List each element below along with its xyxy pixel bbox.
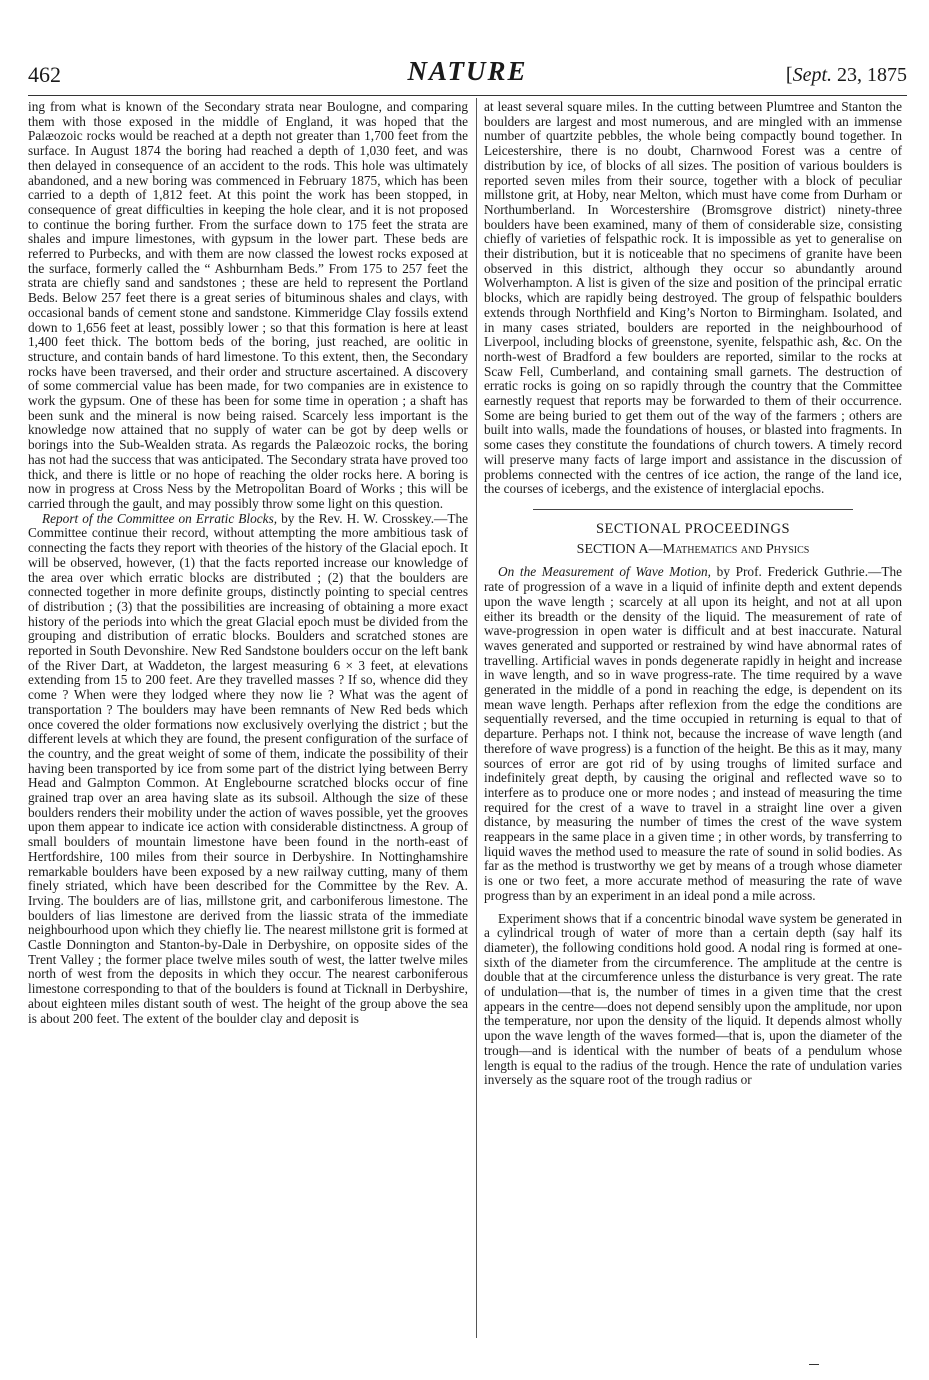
wave-motion-body: by Prof. Frederick Guthrie.—The rate of progression of a wave in a liquid of infinite depth and extent depends upon the wave length ; scarcely at all upon its height, and not at all upon either its breadth or the density of the liquid. The measurement of rate of wave-progression in open water is difficult and at best inaccurate. Natural waves generated and supported or restrained by wind have abnormal rates of travelling. Artificial waves in ponds degenerate rapidly in height and increase in wave length, and so in wave progress-rate. The time required by a wave generated in the middle of a pond in reaching the edge, is dependent on its mean wave length. Perhaps after reflexion from the edge the conditions are sequentially reversed, and the time occupied in returning is equal to that of departure. Perhaps not. I think not, because the increase of wave length (and therefore of wave progress) is a function of the height. Be this as it may, many sources of error are got rid of by using troughs of limited surface and indefinitely great depth, by causing the original and reflected wave so to interfere as to produce one or more nodes ; and instead of measuring the time required for the crest of a wave to travel in a straight line over a given distance, by measuring the number of times the crest of the wave system reappears in the same place in a given time ; in other words, by transferring to liquid waves the method used to measure the rate of sound in solid bodies. As far as the method is trustworthy we get by means of a trough whose diameter is one or two feet, a more accurate method of measuring the rate of wave progress than by an experiment in an ideal pond a mile across.: [484, 564, 902, 903]
date-rest: 23, 1875: [832, 64, 907, 86]
left-paragraph-2: [28, 512, 468, 1027]
section-rule: [533, 509, 853, 510]
left-column: [28, 100, 468, 1026]
section-a-label: SECTION A—: [576, 541, 663, 557]
page-header: [28, 56, 907, 96]
page-corner-mark: [809, 1364, 819, 1365]
journal-title: NATURE: [407, 56, 528, 86]
column-divider: [476, 98, 477, 1338]
right-paragraph-3: Experiment shows that if a concentric binodal wave system be generated in a cylindrical trough of water of more than a certain depth (say half its diameter), the following conditions hold good. A nodal ring is formed at one-sixth of the diameter from the circumference. The amplitude at the centre is double that at the circumference unless the disturbance is very great. The rate of undulation—that is, the number of times in a given time that the crest appears in the centre—does not depend sensibly upon the amplitude, nor upon the temperature, nor upon the density of the liquid. It depends almost wholly upon the wave length of the waves formed—that is, upon the diameter of the trough—and is identical with the number of beats of a pendulum whose length is equal to the radius of the trough. Hence the rate of undulation varies inversely as the square root of the trough radius or: [484, 910, 902, 1088]
page-number: 462: [28, 62, 61, 87]
section-heading: SECTIONAL PROCEEDINGS: [595, 520, 791, 537]
section-subheading: [484, 543, 902, 558]
issue-date: [786, 64, 907, 87]
erratic-blocks-report-title: Report of the Committee on Erratic Blocks,: [42, 510, 278, 526]
date-month: Sept.: [792, 64, 832, 86]
section-a-subject: Mathematics and Physics: [662, 541, 810, 557]
erratic-blocks-report-body: by the Rev. H. W. Crosskey.—The Committee continue their record, without attempting the more ambitious task of connecting the facts they report with theories of the history of the Glacial epoch. It will be observed, however, (1) that the facts reported increase our knowledge of the area over which erratic blocks are distributed ; (2) that the boulders are connected together in more definite groups, distinctly pointing to special centres of distribution ; (3) that the possibilities are increasing of obtaining a more exact history of the periods into which the great Glacial epoch must be divided from the grouping and distribution of erratic blocks. Boulders and scratched stones are reported in South Devonshire. New Red Sandstone boulders occur on the left bank of the River Dart, at Waddeton, the largest measuring 6 × 3 feet, at elevations extending from 15 to 200 feet. Are they travelled masses ? If so, whence did they come ? When were they lodged where they now lie ? What was the agent of transportation ? The boulders may have been remnants of New Red beds which once covered the older formations now exclusively overlying the district ; but the different levels at which they are found, the present configuration of the surface of the country, and the great weight of some of them, indicate the possibility of their having been transported by ice from some part of the district lying between Berry Head and Galmpton Common. At Englebourne scratched blocks occur of fine grained trap over an area having slate as its subsoil. Although the size of these boulders renders their mobility under the action of waves possible, yet the grooves upon them appear to indicate ice action with considerable distinctness. A group of small boulders of mountain limestone have been found in the north-east of Hertfordshire, 100 miles from their source in Derbyshire. In Nottinghamshire remarkable boulders have been exposed by a new railway cutting, many of them finely striated, which have been described for the Committee by the Rev. A. Irving. The boulders are of lias, millstone grit, and carboniferous limestone. The boulders of lias limestone are derived from the liassic strata of the immediate neighbourhood upon which they chiefly lie. The nearest millstone grit is formed at Castle Donnington and Stanton-by-Dale in Derbyshire, on opposite sides of the Trent Valley ; the former place twelve miles south of west, the latter twelve miles north of west from the deposits in which they occur. The nearest carboniferous limestone corresponding to that of the boulders is found at Ticknall in Derbyshire, about eighteen miles distant south of west. The height of the group above the sea is about 200 feet. The extent of the boulder clay and deposit is: [28, 510, 468, 1026]
right-column: [484, 100, 902, 1088]
header-rule: [28, 95, 907, 96]
right-paragraph-1: at least several square miles. In the cutting between Plumtree and Stanton the boulders are largest and most numerous, and are mingled with an immense number of quartzite pebbles, the whole being compactly bound together. In Leicestershire, there is no doubt, Charnwood Forest was a centre of distribution by ice, of blocks of all sizes. The position of various boulders is reported seven miles from their source, together with a block of peculiar millstone grit, at Hoby, near Melton, which must have come from Durham or Northumberland. In Worcestershire (Bromsgrove district) ninety-three boulders have been examined, many of them of considerable size, consisting chiefly of varieties of felspathic rock. It is impossible as yet to generalise on their distribution, but it is noticeable that no specimens of granite have been observed in this district, although they occur so abundantly around Wolverhampton. A list is given of the size and position of the principal erratic blocks, which are rapidly being destroyed. The group of felspathic boulders extends through Northfield and King’s Norton to Birmingham. Isolated, and in many cases striated, boulders are reported in the neighbourhood of Liverpool, including blocks of greenstone, syenite, felspathic ash, &c. On the north-west of Bradford a few boulders are reported, similar to the rocks at Scaw Fell, Cumberland, and containing small garnets. The destruction of erratic rocks is going on so rapidly through the country that the Committee earnestly request that reports may be forwarded to them of their occurrence. Some are being buried to get them out of the way of the farmers ; others are built into walls, made the foundations of houses, or blasted into fragments. In some cases they constitute the foundations of church towers. A timely record will preserve many facts of large import and assistance in the discussion of problems connected with the centres of ice action, the range of the land ice, the courses of icebergs, and the existence of interglacial epochs.: [484, 99, 902, 497]
wave-motion-title: On the Measurement of Wave Motion,: [498, 564, 712, 580]
date-bracket: [: [785, 64, 793, 86]
right-paragraph-2: [484, 565, 902, 903]
left-paragraph-1: ing from what is known of the Secondary strata near Boulogne, and comparing them with those exposed in the middle of England, it was hoped that the Palæozoic rocks would be reached at a depth not greater than 1,700 feet from the surface. In August 1874 the boring had reached a depth of 1,030 feet, and was then delayed in consequence of an accident to the rods. This hole was ultimately abandoned, and a new boring was commenced in February 1875, which has been carried to a depth of 1,812 feet. At this point the work has been stopped, in consequence of great difficulties in keeping the hole clear, and it is not proposed to continue the boring further. From the surface down to 175 feet the strata are shales and impure limestones, with gypsum in the lower part. These beds are referred to Purbecks, and with them are now classed the lowest rocks exposed at the surface, formerly called the “ Ashburnham Beds.” From 175 to 257 feet the strata are chiefly sand and sandstones ; these are held to represent the Portland Beds. Below 257 feet there is a great series of bituminous shales and clays, with occasional bands of cement stone and sandstone. Kimmeridge Clay fossils extend down to 1,656 feet at least, possibly lower ; so that this formation is here at least 1,400 feet thick. The bottom beds of the boring, just reached, are oolitic in structure, and contain bands of hard limestone. To this extent, then, the Secondary rocks have been traversed, and their order and structure ascertained. A discovery of some commercial value has been made, for two companies are in existence to work the gypsum. One of these has been for some time in operation ; a shaft has been sunk and the mineral is now being raised. Scarcely less important is the knowledge now attained that no supply of water can be got by deep wells or borings into the Sub-Wealden strata. As regards the Palæozoic rocks, the boring has not had the success that was anticipated. The Secondary strata have proved too thick, and there is little or no hope of reaching the older rocks here. A boring is now in progress at Cross Ness by the Metropolitan Board of Works ; this will be carried through the gault, and may possibly throw some light on this question.: [28, 99, 468, 511]
